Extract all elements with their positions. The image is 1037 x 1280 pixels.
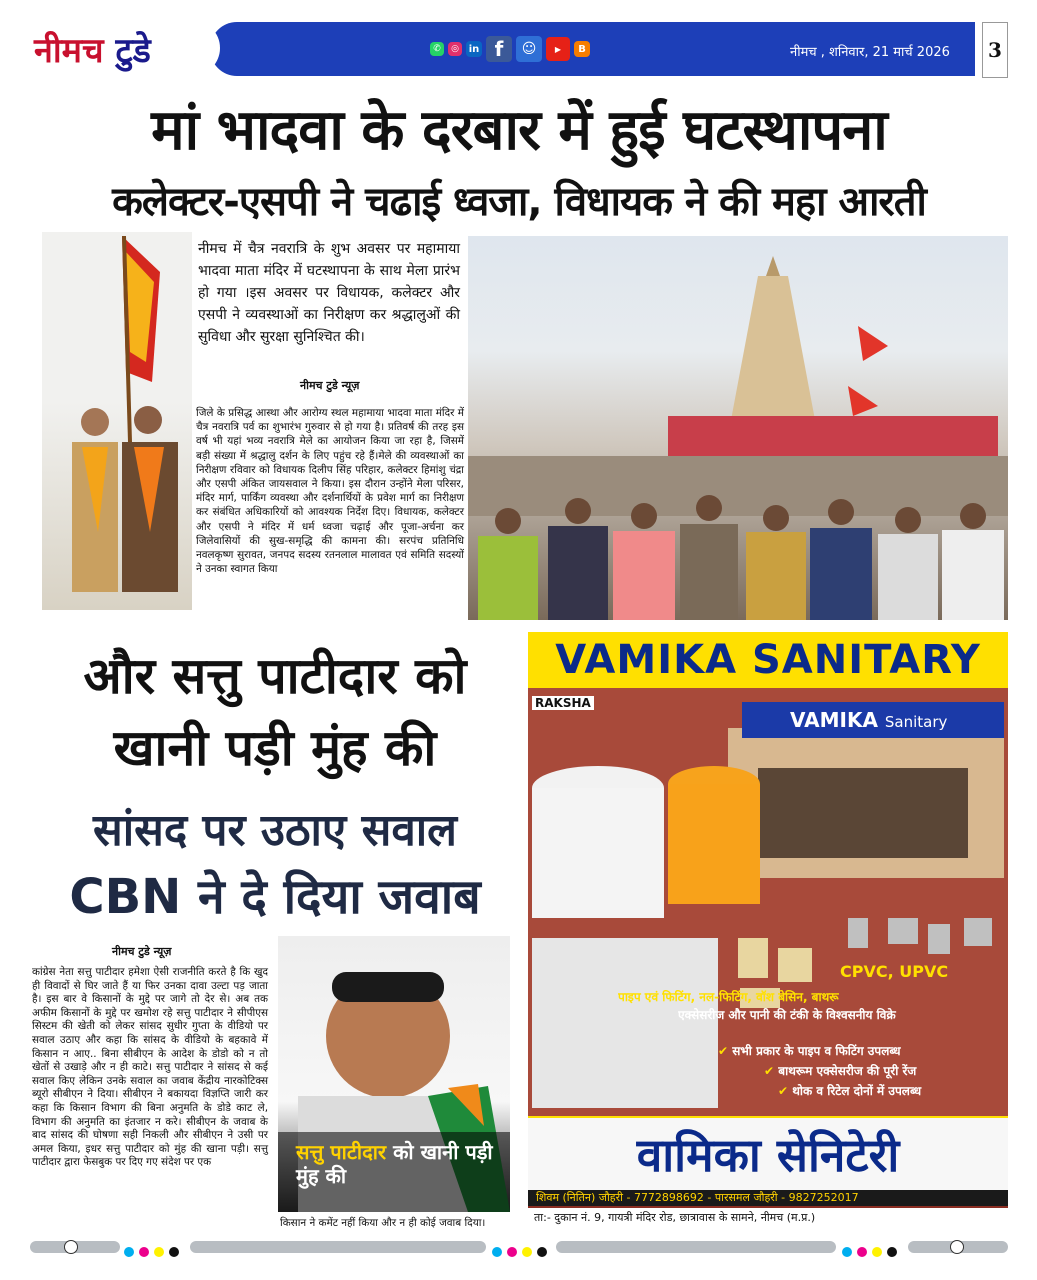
check-icon: ✔ bbox=[764, 1064, 779, 1078]
dateline: नीमच , शनिवार, 21 मार्च 2026 bbox=[790, 45, 950, 60]
blogger-icon: B bbox=[574, 41, 590, 57]
registration-strip bbox=[556, 1241, 836, 1253]
portrait-caption bbox=[296, 1140, 496, 1188]
registration-dots bbox=[124, 1242, 179, 1261]
vamika-sanitary-ad bbox=[528, 632, 1008, 1228]
portrait-caption-rest: को खानी पड़ी मुंह की bbox=[296, 1140, 493, 1188]
ad-sign-brand: VAMIKA bbox=[790, 708, 878, 732]
ad-hindi-name: वामिका सेनिटेरी bbox=[528, 1116, 1008, 1192]
flag-ceremony-illustration bbox=[42, 232, 192, 610]
story2-subheadline-1: सांसद पर उठाए सवाल bbox=[92, 805, 458, 856]
cyan-dot bbox=[124, 1247, 134, 1257]
flag-ceremony-photo bbox=[42, 232, 192, 610]
ad-feature-1 bbox=[718, 1042, 901, 1059]
black-dot bbox=[887, 1247, 897, 1257]
yellow-dot bbox=[872, 1247, 882, 1257]
whatsapp-icon: ✆ bbox=[430, 42, 444, 56]
brand-part1: नीमच bbox=[34, 31, 104, 71]
print-registration-bar bbox=[30, 1240, 1008, 1254]
ad-feature-2 bbox=[764, 1062, 916, 1079]
ad-feature-3 bbox=[778, 1082, 921, 1099]
check-icon: ✔ bbox=[778, 1084, 793, 1098]
crosshair-icon bbox=[64, 1240, 78, 1254]
ad-raksha-label: RAKSHA bbox=[532, 696, 594, 710]
magenta-dot bbox=[139, 1247, 149, 1257]
black-dot bbox=[537, 1247, 547, 1257]
magenta-dot bbox=[857, 1247, 867, 1257]
check-icon: ✔ bbox=[718, 1044, 733, 1058]
temple-group-photo bbox=[468, 236, 1008, 620]
ad-feature-text: बाथरूम एक्सेसरीज की पूरी रेंज bbox=[778, 1064, 917, 1078]
ad-contacts: शिवम (नितिन) जौहरी - 7772898692 - पारसमल जौहरी - 9827252017 bbox=[528, 1190, 1008, 1206]
story1-headline: मां भादवा के दरबार में हुई घटस्थापना bbox=[151, 98, 887, 163]
ad-title: VAMIKA SANITARY bbox=[528, 632, 1008, 688]
ad-feature-text: सभी प्रकार के पाइप व फिटिंग उपलब्ध bbox=[732, 1044, 901, 1058]
magenta-dot bbox=[507, 1247, 517, 1257]
brand-part2: टुडे bbox=[115, 31, 151, 71]
linkedin-icon: in bbox=[466, 41, 482, 57]
social-icons bbox=[430, 34, 590, 64]
ad-address: ता:- दुकान नं. 9, गायत्री मंदिर रोड, छात्रावास के सामने, नीमच (म.प्र.) bbox=[528, 1208, 1008, 1228]
ad-cpvc: CPVC, UPVC bbox=[840, 962, 949, 981]
story1-body: जिले के प्रसिद्ध आस्था और आरोग्य स्थल महामाया भादवा माता मंदिर में चैत्र नवरात्रि पर्व का शुभारंभ गुरुवार से हो गया है। प्रतिवर्ष की तरह इस वर्ष भी यहां भव्य नवरात्रि मेले का आयोजन किया जा रहा है, जिसमें बड़ी संख्या में श्रद्धालु दर्शन के लिए पहुंच रहे हैं।मेले की व्यवस्थाओं का निरीक्षण रविवार को विधायक दिलीप सिंह परिहार, कलेक्टर हिमांशु चंद्रा और एसपी अंकित जायसवाल ने किया। इस दौरान उन्होंने मेला परिसर, मंदिर मार्ग, पार्किंग व्यवस्था और दर्शनार्थियों के प्रवेश मार्ग का निरीक्षण कर संबंधित अधिकारियों को आवश्यक निर्देश दिए। विधायक, कलेक्टर और एसपी ने मंदिर में धर्म ध्वजा चढ़ाई और पूजा-अर्चना कर जिलेवासियों की सुख-समृद्धि की कामना की। सरपंच प्रतिनिधि नवलकृष्ण सुरावत, जनपद सदस्य रतनलाल मालावत एवं समिति सदस्यों ने उनका स्वागत किया bbox=[196, 407, 464, 576]
registration-dots bbox=[492, 1242, 547, 1261]
story2-credit: नीमच टुडे न्यूज़ bbox=[112, 945, 172, 958]
story2-body: कांग्रेस नेता सत्तु पाटीदार हमेशा ऐसी राजनीति करते है कि खुद ही विवादों से घिर जाते हैं या फिर उनका दावा उल्टा पड़ जाता है। इस बार वे किसानों के मुद्दे पर जागे तो देर से। अब तक अफीम किसानों के मुद्दे पर खमोश रहे सत्तु पाटीदार ने सीपीएस सिस्टम की खेती को लेकर सांसद सुधीर गुप्ता के वीडियो पर सवाल उठाए और कहा कि सांसद के वीडियो के बहकावे में किसान न आए.. बिना सीबीएन के आदेश के डोडो को न तो खेतों से उखाड़े और न ही काटे। सत्तु पाटीदार ने सांसद से कई सवाल किए लेकिन उनके सवाल का जवाब केंद्रीय नारकोटिक्स ब्यूरो सीबीएन ने दिया। सीबीएन ने बकायदा विज्ञप्ति जारी कर कहा कि किसान विभाग की बिना अनुमति के डोडे काट ले, विभाग की अनुमति का इंतजार न करे। सीबीएन के जवाब के बाद सांसद की घोषणा सही निकली और सीबीएन ने उसी पर अमल किया, इधर सत्तु पाटीदार को मुंह की खाना पड़ी। सत्तु पाटीदार द्वारा फेसबुक पर दिए गए संदेश पर एक bbox=[32, 966, 268, 1169]
story1-intro: नीमच में चैत्र नवरात्रि के शुभ अवसर पर महामाया भादवा माता मंदिर में घटस्थापना के साथ मेला प्रारंभ हो गया ।इस अवसर पर विधायक, कलेक्टर और एसपी ने व्यवस्थाओं का निरीक्षण कर श्रद्धालुओं की सुविधा और सुरक्षा सुनिश्चित की। bbox=[198, 241, 460, 345]
youtube-icon: ▶ bbox=[546, 37, 570, 61]
cyan-dot bbox=[842, 1247, 852, 1257]
story2-subheadline-2: CBN ने दे दिया जवाब bbox=[69, 869, 481, 925]
ad-shop-sign bbox=[742, 702, 1004, 738]
facebook-icon: f bbox=[486, 36, 512, 62]
yellow-dot bbox=[522, 1247, 532, 1257]
story2-headline: और सत्तु पाटीदार को खानी पड़ी मुंह की bbox=[83, 647, 467, 777]
story1-subheadline: कलेक्टर-एसपी ने चढाई ध्वजा, विधायक ने की महा आरती bbox=[112, 179, 926, 225]
community-icon: ☺ bbox=[516, 36, 542, 62]
registration-dots bbox=[842, 1242, 897, 1261]
cyan-dot bbox=[492, 1247, 502, 1257]
story1-credit: नीमच टुडे न्यूज़ bbox=[300, 379, 360, 392]
registration-strip bbox=[190, 1241, 486, 1253]
yellow-dot bbox=[154, 1247, 164, 1257]
ad-line-1: पाइप एवं फिटिंग, नल-फिटिंग, वॉश बेसिन, बाथरू bbox=[618, 990, 839, 1004]
ad-feature-text: थोक व रिटेल दोनों में उपलब्ध bbox=[792, 1084, 922, 1098]
ad-sign-sub: Sanitary bbox=[884, 713, 948, 731]
portrait-caption-name: सत्तु पाटीदार bbox=[296, 1140, 387, 1164]
page-number: 3 bbox=[982, 22, 1008, 78]
crosshair-icon bbox=[950, 1240, 964, 1254]
instagram-icon: ◎ bbox=[448, 42, 462, 56]
story2-body-continuation: किसान ने कमेंट नहीं किया और न ही कोई जवाब दिया। bbox=[280, 1217, 486, 1229]
black-dot bbox=[169, 1247, 179, 1257]
temple-group-illustration bbox=[468, 236, 1008, 620]
masthead-logo bbox=[34, 26, 151, 72]
ad-line-2: एक्सेसरीज और पानी की टंकी के विश्वसनीय विक्रे bbox=[678, 1008, 896, 1022]
